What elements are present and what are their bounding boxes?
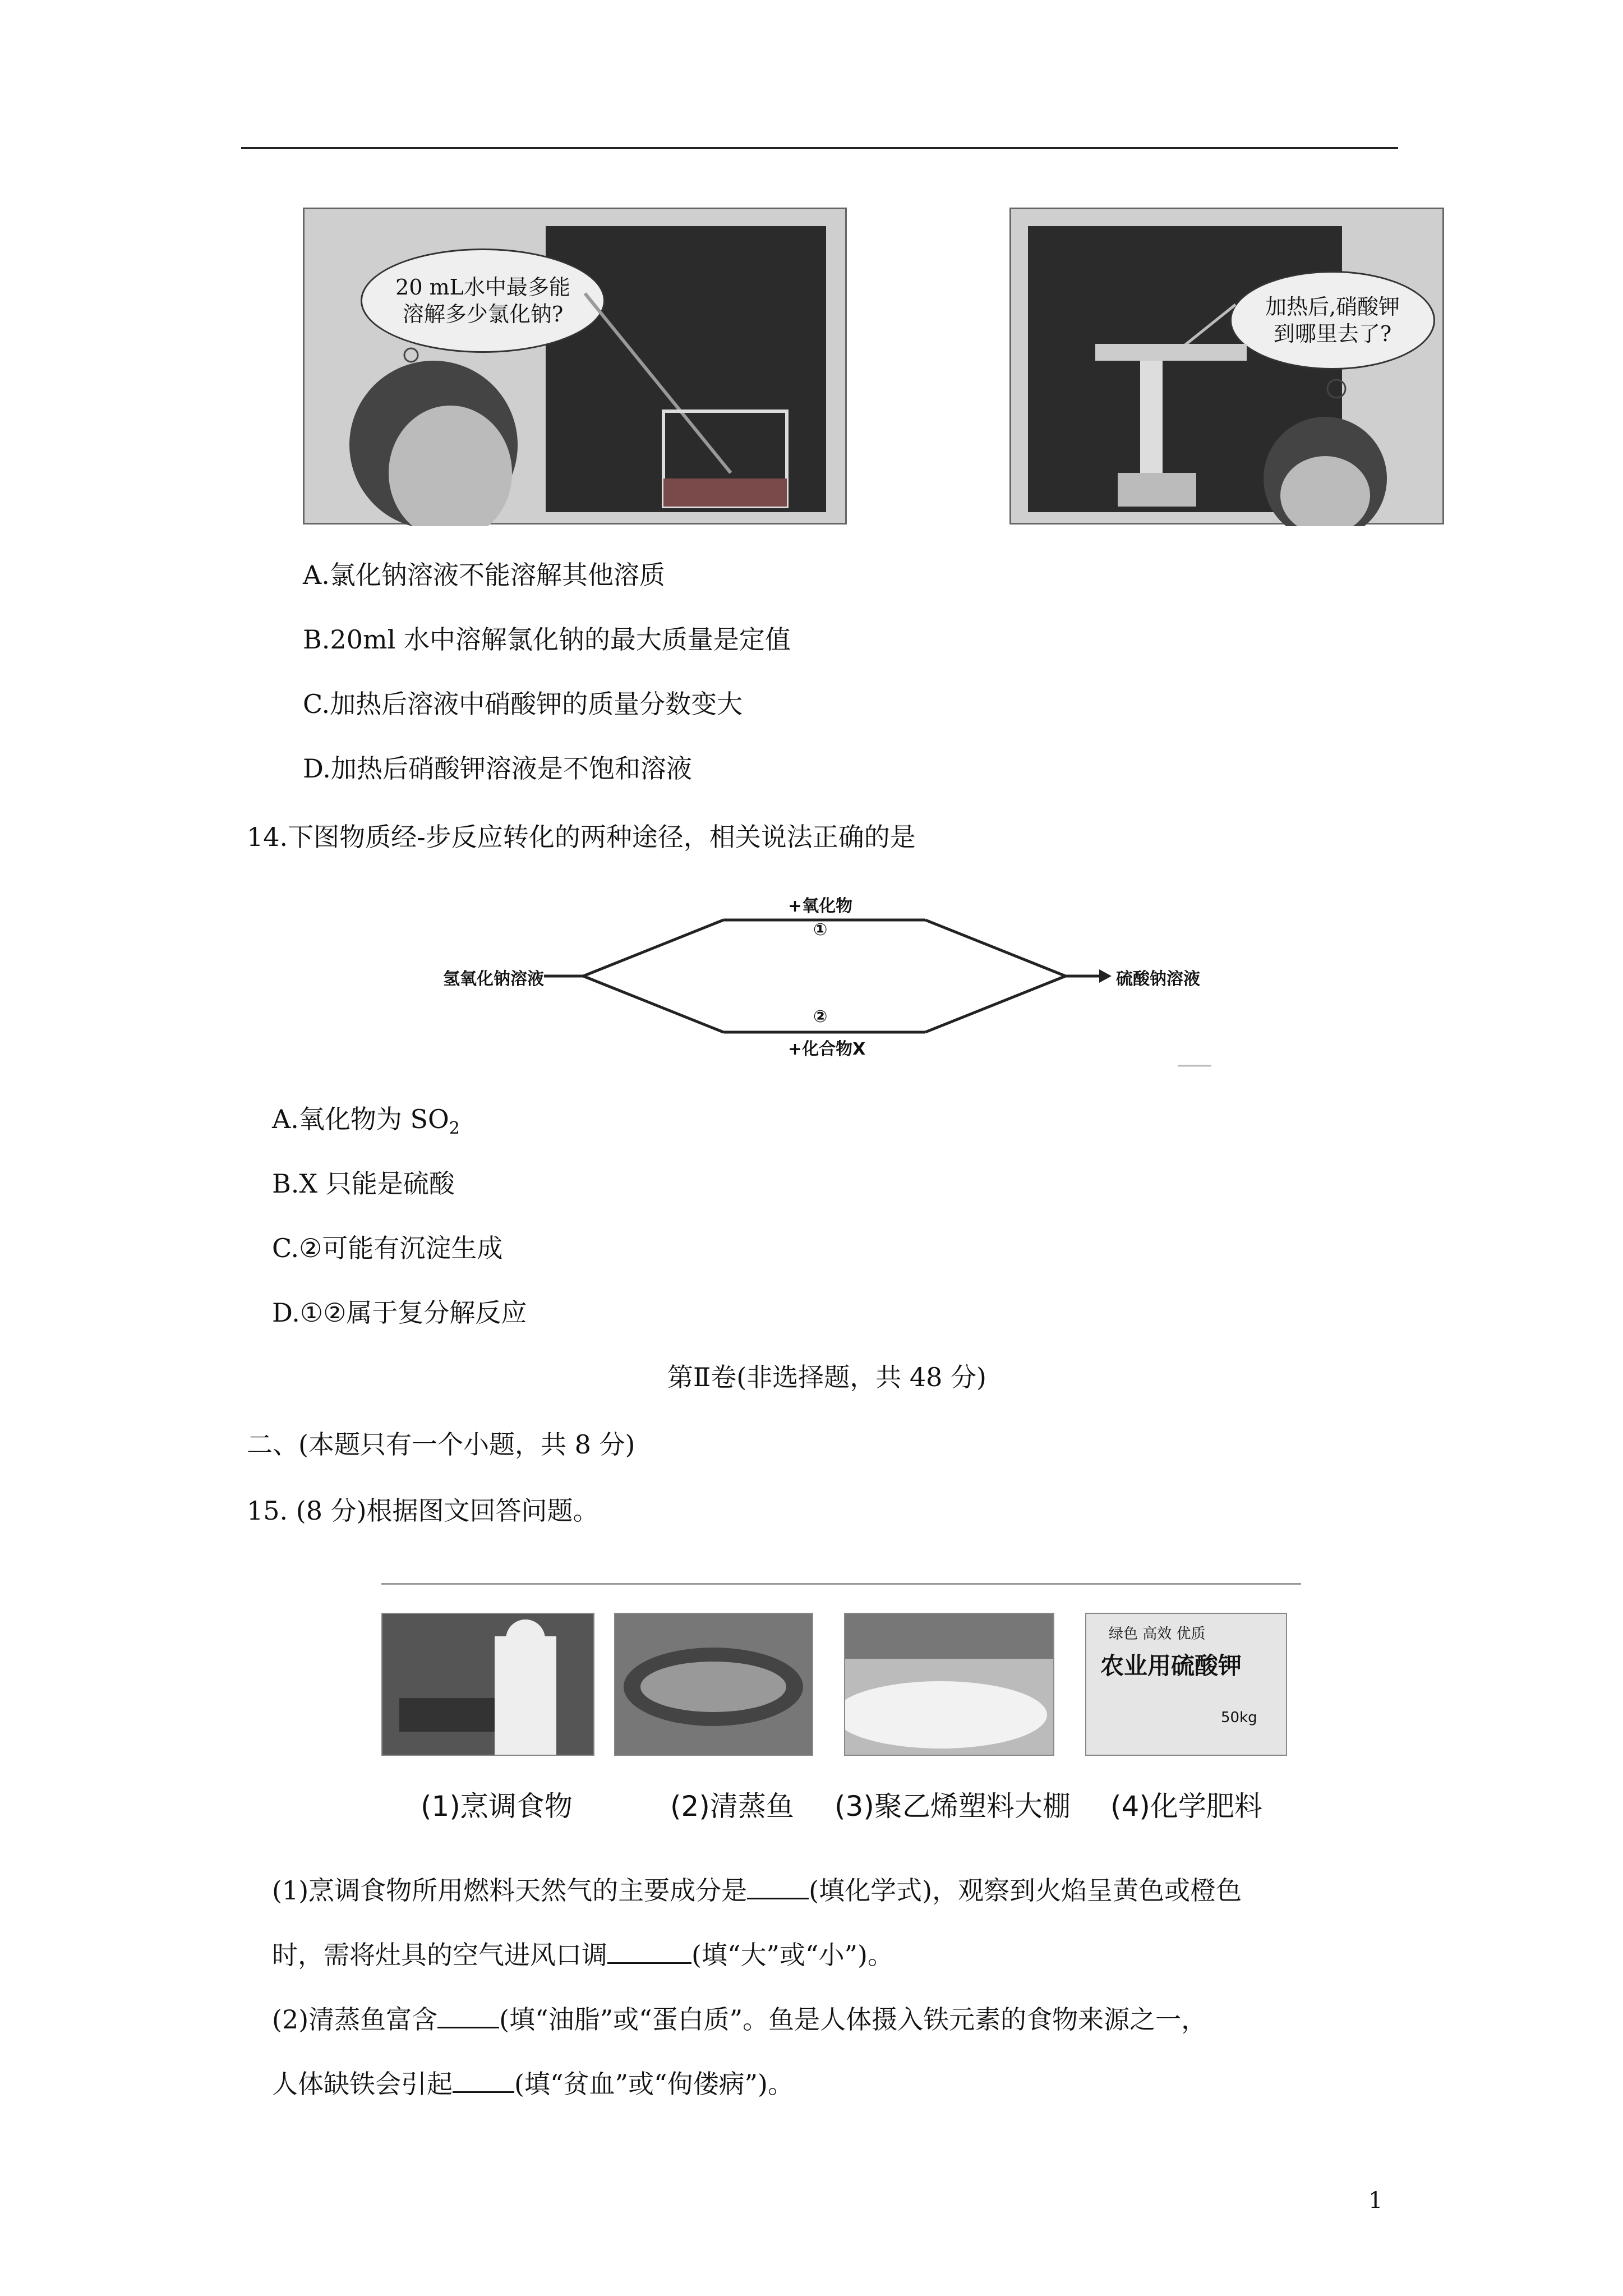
answer-blank-3[interactable] bbox=[437, 2005, 499, 2028]
q13-option-c: C.加热后溶液中硝酸钾的质量分数变大 bbox=[303, 689, 743, 719]
q14-stem: 14.下图物质经-步反应转化的两种途径，相关说法正确的是 bbox=[247, 822, 916, 852]
greenhouse-drawing bbox=[845, 1614, 1053, 1755]
page-number: 1 bbox=[1368, 2188, 1383, 2214]
illustration-potassium-nitrate bbox=[1009, 208, 1444, 524]
q15-part1-line1: (1)烹调食物所用燃料天然气的主要成分是 (填化学式)，观察到火焰呈黄色或橙色 bbox=[272, 1875, 1242, 1906]
illustration-sodium-chloride bbox=[303, 208, 847, 524]
answer-blank-1[interactable] bbox=[747, 1876, 809, 1899]
caption-fertilizer: (4)化学肥料 bbox=[1110, 1790, 1262, 1823]
diagram-top-number: ① bbox=[813, 920, 828, 940]
photo-fertilizer-bag bbox=[1085, 1613, 1287, 1756]
diagram-start-label: 氢氧化钠溶液 bbox=[443, 969, 544, 989]
q14-option-d: D.①②属于复分解反应 bbox=[272, 1297, 527, 1328]
q15-part2-line2: 人体缺铁会引起 (填“贫血”或“佝偻病”)。 bbox=[272, 2069, 794, 2099]
q14-option-a: A.氧化物为 $SO_2$ bbox=[272, 1104, 460, 1139]
photo-greenhouse bbox=[844, 1613, 1054, 1756]
q14-option-b: B.X 只能是硫酸 bbox=[272, 1168, 455, 1199]
illustration-left-drawing bbox=[305, 209, 849, 526]
caption-greenhouse: (3)聚乙烯塑料大棚 bbox=[834, 1790, 1071, 1823]
volume-title: 第Ⅱ卷(非选择题，共 48 分) bbox=[667, 1362, 986, 1392]
photo-cooking bbox=[381, 1613, 594, 1756]
diagram-bottom-label: +化合物X bbox=[788, 1039, 866, 1059]
photo-strip-rule bbox=[381, 1583, 1301, 1585]
photo-steamed-fish bbox=[614, 1613, 813, 1756]
illustration-right-drawing bbox=[1011, 209, 1446, 526]
q15-part2-line1: (2)清蒸鱼富含 (填“油脂”或“蛋白质”。鱼是人体摄入铁元素的食物来源之一， bbox=[272, 2004, 1207, 2035]
caption-cooking: (1)烹调食物 bbox=[421, 1790, 573, 1823]
speech-bubble-left: 20 mL水中最多能 溶解多少氯化钠? bbox=[361, 249, 605, 353]
section-heading: 二、(本题只有一个小题，共 8 分) bbox=[247, 1429, 635, 1460]
fertilizer-bag-top-text: 绿色 高效 优质 bbox=[1109, 1626, 1206, 1642]
answer-blank-4[interactable] bbox=[453, 2070, 514, 2093]
header-rule bbox=[241, 147, 1398, 149]
answer-blank-2[interactable] bbox=[607, 1941, 691, 1964]
speech-bubble-right: 加热后,硝酸钾 到哪里去了? bbox=[1230, 271, 1435, 370]
q13-option-d: D.加热后硝酸钾溶液是不饱和溶液 bbox=[303, 753, 692, 784]
q15-part1-line2: 时，需将灶具的空气进风口调 (填“大”或“小”)。 bbox=[272, 1940, 893, 1970]
fertilizer-bag-main-text: 农业用硫酸钾 bbox=[1100, 1652, 1242, 1680]
fertilizer-bag-weight: 50kg bbox=[1221, 1709, 1257, 1726]
fish-drawing bbox=[615, 1614, 812, 1755]
cooking-drawing bbox=[382, 1614, 593, 1755]
diagram-end-label: 硫酸钠溶液 bbox=[1116, 969, 1200, 989]
reaction-pathway-diagram bbox=[443, 892, 1228, 1071]
caption-steamed-fish: (2)清蒸鱼 bbox=[670, 1790, 794, 1823]
q15-stem: 15. (8 分)根据图文回答问题。 bbox=[247, 1496, 599, 1526]
q13-option-b: B.20ml 水中溶解氯化钠的最大质量是定值 bbox=[303, 624, 791, 655]
q13-option-a: A.氯化钠溶液不能溶解其他溶质 bbox=[303, 560, 665, 590]
diagram-bottom-number: ② bbox=[813, 1007, 828, 1027]
q14-option-c: C.②可能有沉淀生成 bbox=[272, 1233, 503, 1263]
diagram-top-label: +氧化物 bbox=[788, 896, 853, 916]
